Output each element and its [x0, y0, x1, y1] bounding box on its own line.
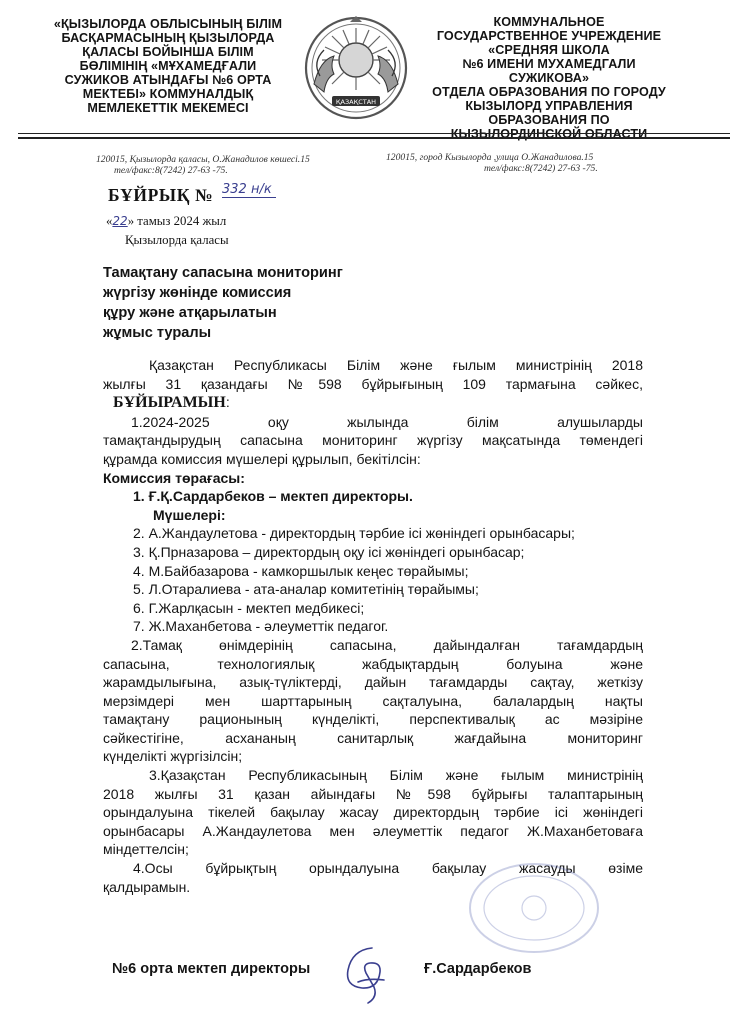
member-entry: 7. Ж.Маханбетова - әлеуметтік педагог.	[133, 618, 389, 635]
order-date	[106, 214, 226, 229]
member-entry: 2. А.Жандаулетова - директордың тәрбие ісі жөніндегі орынбасары;	[133, 525, 575, 542]
order-body	[103, 356, 643, 896]
paragraph-2-line: 2.Тамақ өнімдерінің сапасына, дайындалған тағамдардың	[131, 636, 643, 653]
org-name-kazakh: «ҚЫЗЫЛОРДА ОБЛЫСЫНЫҢ БІЛІМ БАСҚАРМАСЫНЫҢ ҚЫЗЫЛОРДА ҚАЛАСЫ БОЙЫНША БІЛІМ БӨЛІМІНІҢ «МҰХАМЕДҒАЛИ СУЖИКОВ АТЫНДАҒЫ №6 ОРТА МЕКТЕБІ» КОММУНАЛДЫҚ МЕМЛЕКЕТТІК МЕКЕМЕСІ	[53, 17, 283, 115]
paragraph-4-line: қалдырамын.	[103, 878, 191, 895]
org-name-russian: КОММУНАЛЬНОЕ ГОСУДАРСТВЕННОЕ УЧРЕЖДЕНИЕ «СРЕДНЯЯ ШКОЛА №6 ИМЕНИ МУХАМЕДГАЛИ СУЖИКОВА» ОТДЕЛА ОБРАЗОВАНИЯ ПО ГОРОДУ КЫЗЫЛОРД УПРАВЛЕНИЯ ОБРАЗОВАНИЯ ПО КЫЗЫЛОРДИНСКОЙ ОБЛАСТИ	[432, 15, 666, 141]
chair-entry: 1. Ғ.Қ.Сардарбеков – мектеп директоры.	[133, 488, 413, 505]
emblem-label: ҚАЗАҚСТАН	[335, 98, 377, 106]
address-line: 120015, Қызылорда қаласы, О.Жанадилов көшесі.15	[96, 154, 310, 165]
address-kazakh	[96, 143, 356, 187]
paragraph-2-line: сәйкестігіне, асхананың санитарлық жағдайына мониторинг	[103, 729, 643, 746]
subject-line: жүргізу жөнінде комиссия	[103, 285, 292, 301]
paragraph-2-line: тамақтану рационының күнделікті, перспективалық ас мәзіріне	[103, 711, 643, 728]
subject-line: құру және атқарылатын	[103, 305, 277, 321]
kazakhstan-state-emblem-icon	[298, 14, 414, 126]
order-word-line	[103, 393, 643, 413]
paragraph-1-line: құрамда комиссия мүшелері құрылып, бекітілсін:	[103, 450, 421, 467]
signature-name: Ғ.Сардарбеков	[424, 961, 532, 977]
paragraph-2-line: жарамдылығына, азық-түліктерді, дайын тағамдарды сақтау, жеткізу	[103, 674, 643, 691]
paragraph-2-line: мерзімдері мен шарттарының сақталуына, балалардың нақты	[103, 692, 643, 709]
paragraph-4-line: 4.Осы бұйрықтың орындалуына бақылау жасауды өзіме	[133, 860, 643, 877]
date-open: «	[106, 214, 113, 228]
member-entry: 4. М.Байбазарова - камкоршылык кеңес төрайымы;	[133, 562, 469, 579]
order-title: БҰЙРЫҚ №	[108, 185, 214, 205]
paragraph-1-line: тамақтандырудың сапасына мониторинг жүргізу мақсатында төмендегі	[103, 432, 643, 449]
paragraph-3-line: 3.Қазақстан Республикасының Білім және ғылым министрінің	[149, 767, 643, 784]
member-entry: 3. Қ.Прназарова – директордың оқу ісі жөніндегі орынбасар;	[133, 543, 525, 560]
header-divider-thin	[18, 133, 730, 134]
paragraph-3-line: орынбасары А.Жандаулетова мен әлеуметтік педагог Ж.Маханбетоваға	[103, 822, 643, 839]
members-label: Мүшелері:	[153, 506, 226, 523]
phone-line: тел/факс:8(7242) 27-63 -75.	[484, 163, 598, 174]
subject-line: жұмыс туралы	[103, 325, 212, 341]
paragraph-1-line: 1.2024-2025 оқу жылында білім алушыларды	[131, 413, 643, 430]
paragraph-2-line: сапасына, технологиялық жабдықтардың болуына және	[103, 655, 643, 672]
address-line: 120015, город Кызылорда ,улица О.Жанадилова.15	[386, 152, 594, 163]
order-city: Қызылорда қаласы	[125, 233, 229, 247]
date-rest: » тамыз 2024 жыл	[127, 214, 227, 228]
order-word: БҰЙЫРАМЫН	[113, 394, 226, 412]
phone-line: тел/факс:8(7242) 27-63 -75.	[114, 165, 228, 176]
member-entry: 6. Г.Жарлқасын - мектеп медбикесі;	[133, 599, 365, 616]
school-stamp-icon	[464, 858, 604, 958]
member-entry: 5. Л.Отаралиева - ата-аналар комитетінің төрайымы;	[133, 581, 479, 598]
paragraph-3-line: 2018 жылғы 31 қазан айындағы №598 бұйрығы талаптарының	[103, 785, 643, 802]
signature-position: №6 орта мектеп директоры	[112, 961, 311, 977]
handwritten-signature-icon	[328, 938, 408, 1008]
date-day: 22	[112, 214, 128, 228]
header-divider-thick	[18, 137, 730, 139]
paragraph-3-line: орындалуына тікелей бақылау жасау директордың тәрбие ісі жөніндегі	[103, 804, 643, 821]
paragraph-2-line: күнделікті жүргізілсін;	[103, 748, 243, 765]
order-number: 332 н/к	[222, 182, 276, 198]
order-subject	[103, 263, 423, 343]
subject-line: Тамақтану сапасына мониторинг	[103, 265, 343, 281]
intro-line: жылғы 31 қазандағы №598 бұйрығының 109 тармағына сәйкес,	[103, 375, 643, 392]
order-word-colon: :	[225, 394, 230, 411]
chair-label: Комиссия төрағасы:	[103, 469, 245, 486]
address-russian	[386, 141, 666, 185]
intro-line: Қазақстан Республикасы Білім және ғылым министрінің 2018	[149, 357, 643, 373]
paragraph-3-line: міндеттелсін;	[103, 841, 189, 858]
